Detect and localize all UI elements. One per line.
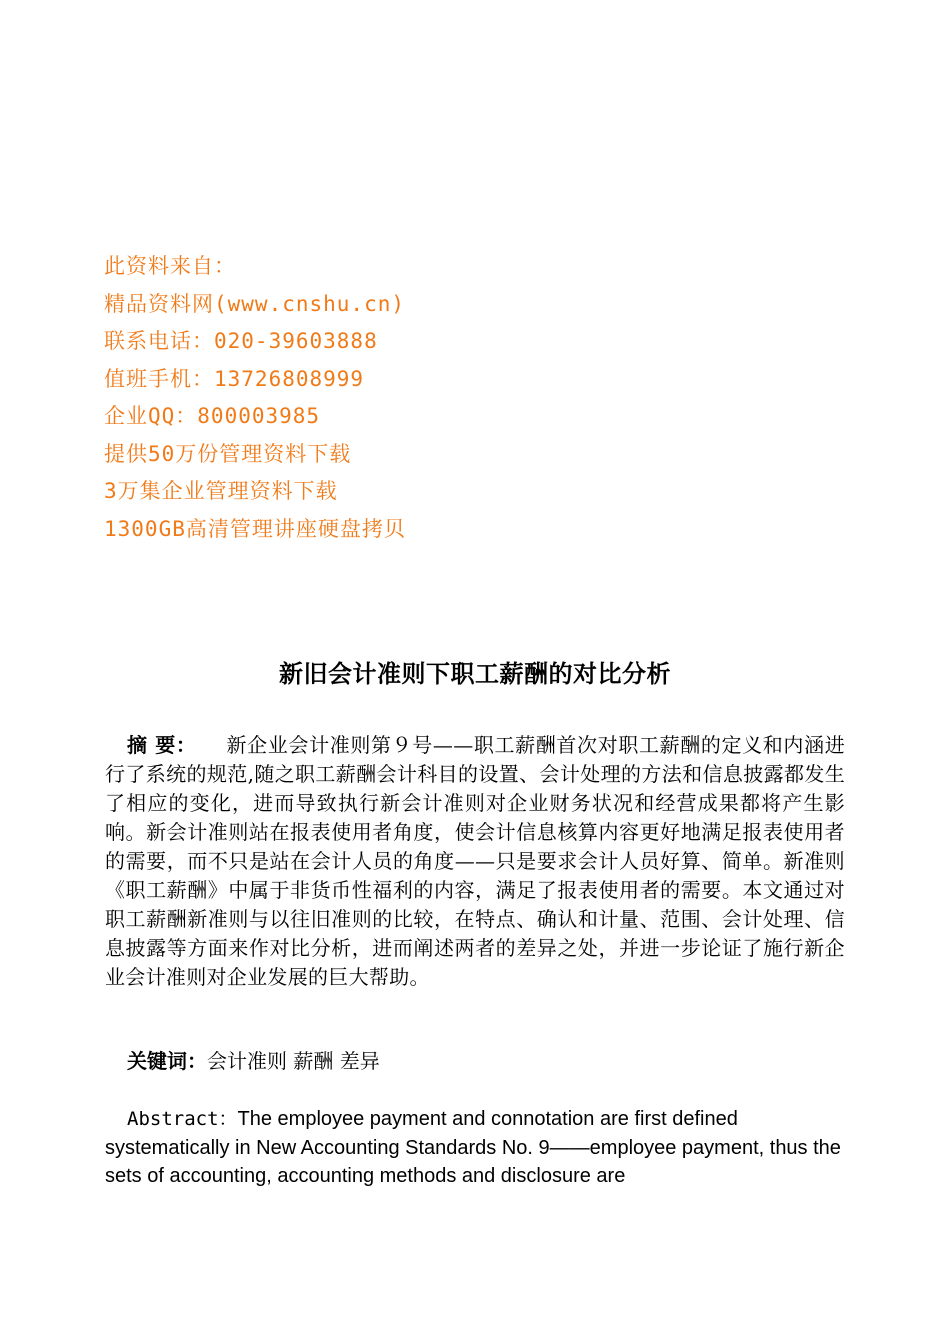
- source-notice-mobile: 值班手机：13726808999: [104, 366, 365, 391]
- chinese-abstract: [105, 731, 845, 992]
- keywords-label: 关键词：: [127, 1049, 207, 1073]
- source-notice: [104, 248, 804, 548]
- english-abstract-label: Abstract：: [127, 1108, 238, 1130]
- source-notice-line: 1300GB高清管理讲座硬盘拷贝: [104, 516, 406, 541]
- english-abstract: [105, 1105, 845, 1191]
- keywords: [127, 1047, 380, 1076]
- abstract-label: 摘 要：: [127, 733, 197, 757]
- source-notice-website: 精品资料网(www.cnshu.cn): [104, 291, 406, 316]
- source-notice-line: 此资料来自：: [104, 254, 236, 278]
- source-notice-phone: 联系电话：020-39603888: [104, 329, 378, 353]
- source-notice-line: 提供50万份管理资料下载: [104, 441, 352, 466]
- keywords-text: 会计准则 薪酬 差异: [207, 1049, 380, 1073]
- source-notice-qq: 企业QQ：800003985: [104, 404, 321, 428]
- document-title: 新旧会计准则下职工薪酬的对比分析: [279, 660, 671, 688]
- english-abstract-text: The employee payment and connotation are first defined systematically in New Accounting Standards No. 9——employee payment, thus the sets of accounting, accounting methods and disclosure are: [105, 1108, 841, 1187]
- source-notice-line: 3万集企业管理资料下载: [104, 479, 338, 503]
- abstract-text: 新企业会计准则第９号——职工薪酬首次对职工薪酬的定义和内涵进行了系统的规范,随之职工薪酬会计科目的设置、会计处理的方法和信息披露都发生了相应的变化，进而导致执行新会计准则对企业财务状况和经营成果都将产生影响。新会计准则站在报表使用者角度，使会计信息核算内容更好地满足报表使用者的需要，而不只是站在会计人员的角度——只是要求会计人员好算、简单。新准则《职工薪酬》中属于非货币性福利的内容，满足了报表使用者的需要。本文通过对职工薪酬新准则与以往旧准则的比较，在特点、确认和计量、范围、会计处理、信息披露等方面来作对比分析，进而阐述两者的差异之处，并进一步论证了施行新企业会计准则对企业发展的巨大帮助。: [105, 733, 846, 989]
